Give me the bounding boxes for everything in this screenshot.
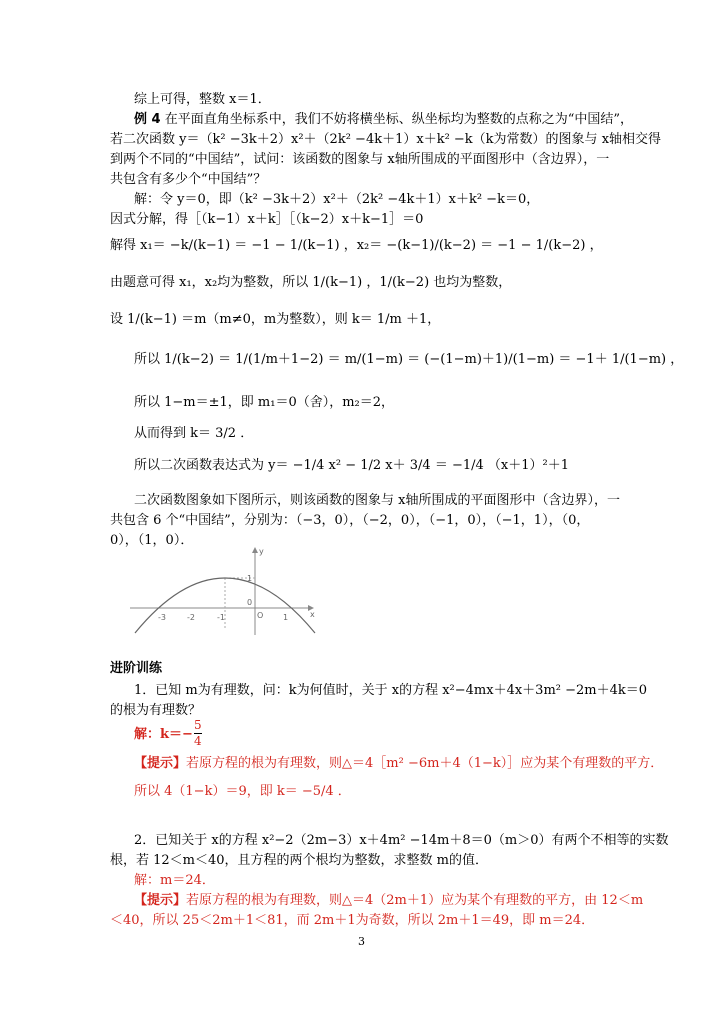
question-1-hint-line-2: 所以 4（1−k）＝9，即 k＝ −5/4 ． [134, 784, 351, 799]
x-axis-label: x [310, 610, 315, 619]
solution-line-2: 因式分解，得［（k−1）x＋k］［（k−2）x＋k−1］＝0 [110, 212, 424, 227]
solution-line-9: 所以二次函数表达式为 y＝ −1/4 x² − 1/2 x＋ 3/4 ＝ −1/4 （x＋1）²＋1 [134, 458, 569, 473]
graph-desc-line-2: 共包含 6 个“中国结”，分别为：（−3，0），（−2，0），（−1，0），（−1，1），（0， [110, 513, 590, 528]
question-1-line-1: 1．已知 m为有理数，问：k为何值时，关于 x的方程 x²−4mx＋4x＋3m² −2m＋4k＝0 [134, 683, 648, 698]
solution-line-7: 所以 1−m＝±1，即 m₁＝0（舍），m₂＝2， [134, 395, 395, 410]
solution-line-3: 解得 x₁＝ −k/(k−1) ＝ −1 − 1/(k−1) ，x₂＝ −(k−1)/(k−2) ＝ −1 − 1/(k−2) ， [110, 238, 603, 253]
question-1-answer: 解：k＝− [134, 727, 193, 742]
hint-label: 【提示】 [134, 756, 187, 771]
solution-line-1: 解：令 y＝0，即（k² −3k＋2）x²＋（2k² −4k＋1）x＋k² −k＝0， [134, 192, 540, 207]
example-4-line-1: 例 4 在平面直角坐标系中，我们不妨将横坐标、纵坐标均为整数的点称之为“中国结”， [134, 112, 634, 127]
origin-label: O [257, 611, 264, 620]
question-1-hint: 【提示】若原方程的根为有理数，则△＝4［m² −6m＋4（1−k）］应为某个有理数的平方． [134, 756, 664, 771]
answer-fraction: $\frac{5}{4}$ [194, 718, 202, 748]
question-2-hint: 【提示】若原方程的根为有理数，则△＝4（2m＋1）应为某个有理数的平方，由 12＜m [134, 893, 644, 908]
y-axis-label: y [259, 547, 264, 556]
graph-desc-line-3: 0），（1，0）． [110, 533, 194, 548]
example-4-label: 例 4 [134, 112, 161, 127]
solution-line-8: 从而得到 k＝ 3/2 ． [134, 426, 254, 441]
graph-desc-line-1: 二次函数图象如下图所示，则该函数的图象与 x轴所围成的平面图形中（含边界），一 [134, 493, 620, 508]
y-tick-label: 1 [247, 574, 253, 583]
parabola-graph [130, 545, 330, 635]
example-4-line-3: 到两个不同的“中国结”，试问：该函数的图象与 x轴所围成的平面图形中（含边界），一 [110, 152, 610, 167]
solution-line-4: 由题意可得 x₁，x₂均为整数，所以 1/(k−1) ，1/(k−2) 也均为整数， [110, 275, 512, 290]
solution-line-6: 所以 1/(k−2) ＝ 1/(1/m＋1−2) ＝ m/(1−m) ＝ (−(1−m)＋1)/(1−m) ＝ −1＋ 1/(1−m) ， [134, 352, 684, 367]
hint-label: 【提示】 [134, 893, 187, 908]
y-axis-arrow [252, 547, 258, 553]
question-2-answer: 解：m＝24． [134, 873, 215, 888]
question-2-line-2: 根，若 12＜m＜40，且方程的两个根均为整数，求整数 m的值． [110, 853, 489, 868]
x-tick-label: 1 [283, 613, 289, 622]
question-2-hint-line-2: ＜40，所以 25＜2m＋1＜81，而 2m＋1为奇数，所以 2m＋1＝49，即 m＝24． [110, 913, 595, 928]
solution-line-5: 设 1/(k−1) ＝m（m≠0，m为整数），则 k＝ 1/m ＋1， [110, 312, 441, 327]
x-tick-label: 0 [247, 598, 253, 607]
x-tick-label: -2 [187, 613, 195, 622]
training-heading: 进阶训练 [110, 661, 163, 676]
conclusion-line: 综上可得，整数 x＝1． [134, 92, 271, 107]
x-tick-label: -1 [217, 613, 225, 622]
x-tick-label: -3 [158, 613, 166, 622]
question-2-line-1: 2．已知关于 x的方程 x²−2（2m−3）x＋4m² −14m＋8＝0（m＞0）有两个不相等的实数 [134, 833, 669, 848]
example-4-line-4: 共包含有多少个“中国结”？ [110, 172, 267, 187]
question-1-line-2: 的根为有理数？ [110, 703, 202, 718]
example-4-line-2: 若二次函数 y＝（k² −3k＋2）x²＋（2k² −4k＋1）x＋k² −k（k为常数）的图象与 x轴相交得 [110, 132, 662, 147]
page-number: 3 [358, 935, 365, 948]
